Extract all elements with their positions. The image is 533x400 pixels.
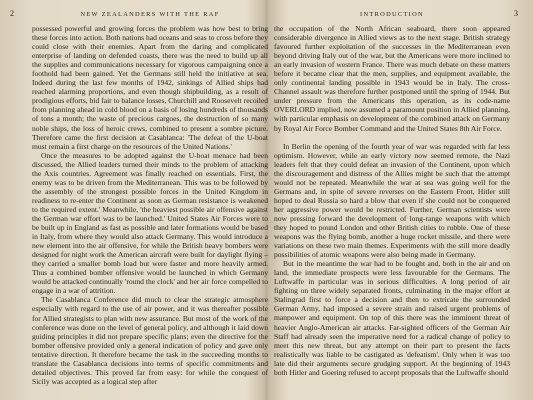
right-paragraph: But in the meantime the war had to be fought and, both in the air and on land, the immediate prospects were less favourable for the Germans. The Luftwaffe in particular was in serious difficulties. A long period of air fighting on three widely separated fronts, culminating in the major effort at Stalingrad first to force a decision and then to extricate the surrounded German Army, had imposed a severe strain and raised urgent problems of manpower and equipment. On top of this there was the imminent threat of heavier Anglo-American air attacks. Far-sighted officers of the German Air Staff had already seen the imperative need for a radical change of policy to meet this new threat, but any attempt on their part to present the facts realistically was liable to be castigated as 'defeatism'. Only when it was too late did their arguments secure grudging support. At the beginning of 1943 both Hitler and Goering refused to accept proposals that the Luftwaffe should — [274, 259, 510, 377]
right-header-title: INTRODUCTION — [360, 11, 424, 18]
left-paragraph: The Casablanca Conference did much to clear the strategic atmosphere especially with regard to the use of air power, and it was thereafter possible for Allied strategists to plan with new assurance. But most of the work of the conference was done on the level of general policy, and although it laid down guiding principles it did not prepare specific plans; even the directive for the bomber offensive provided only a general indication of policy and gave only tentative direction. It therefore became the task in the succeeding months to translate the Casablanca decisions into terms of specific commitments and detailed objectives. This proved far from easy: for while the conquest of Sicily was accepted as a logical step after — [32, 295, 268, 386]
left-page-number: 2 — [10, 9, 14, 18]
left-header-title: NEW ZEALANDERS WITH THE RAF — [80, 11, 220, 18]
right-page-number: 3 — [514, 9, 518, 18]
right-page — [274, 7, 518, 395]
right-paragraph: the occupation of the North African seaboard, there soon appeared considerable divergence in Allied views as to the next stage. British strategy favoured further exploitation of the successes in the Mediterranean even beyond driving Italy out of the war, but the Americans were more inclined to an early invasion of western France. There was much debate on these matters before it became clear that the men, supplies, and equipment available, the only continental landing possible in 1943 would be in Italy. The cross-Channel assault was therefore further postponed until the spring of 1944. But under pressure from the Americans this operation, as its code-name OVERLORD implied, now assumed a paramount position in Allied planning, with particular emphasis on development of the combined attack on Germany by Royal Air Force Bomber Command and the United States 8th Air Force. — [274, 24, 510, 133]
left-page — [10, 7, 268, 395]
left-paragraph: possessed powerful and growing forces the problem was how best to bring these forces into action. Both nations had oceans and seas to cross before they could close with their enemies. Apart from the daring and complicated enterprise of landing on defended coasts, there was the need to build up all the supplies and communications necessary for vigorous campaigning once a foothold had been gained. Yet the Germans still held the initiative at sea. Indeed during the last few months of 1942, sinkings of Allied ships had reached alarming proportions, and even though shipbuilding, as a result of prodigious efforts, bid fair to balance losses, Churchill and Roosevelt recoiled from planning ahead in cold blood on a basis of losing hundreds of thousands of tons a month; the waste of precious cargoes, the destruction of so many noble ships, the loss of heroic crews, combined to present a sombre picture. Therefore came the first decision at Casablanca: 'The defeat of the U-boat must remain a first charge on the resources of the United Nations.' — [32, 24, 268, 151]
left-body-text — [32, 24, 268, 386]
right-running-head — [274, 7, 518, 21]
left-running-head — [10, 7, 268, 21]
left-paragraph: Once the measures to be adopted against the U-boat menace had been discussed, the Allied leaders turned their minds to the problem of attacking the Axis countries. Agreement was finally reached on essentials. First, the enemy was to be driven from the Mediterranean. This was to be followed by the assembly of the strongest possible forces in the United Kingdom in readiness to re-enter the Continent as soon as German resistance is weakened to the required extent.' Meanwhile, 'the heaviest possible air offensive against the German war effort was to be launched.' United States Air Forces were to be built up in England as fast as possible and later formations would be based in Italy, from where they would also attack Germany. This would introduce a new element into the air offensive, for while the British heavy bombers were designed for night work the American aircraft were built for daylight flying – they carried a smaller bomb load but were faster and more heavily armed. Thus a combined bomber offensive would be launched in which Germany would be attacked continually 'round the clock' and her air force compelled to engage in a war of attrition. — [32, 150, 268, 296]
right-body-text — [274, 24, 510, 377]
right-paragraph: In Berlin the opening of the fourth year of war was regarded with far less optimism. However, while an early victory now seemed remote, the Nazi leaders felt that they could defeat an invasion of the Continent, upon which the discouragement and distress of the Allies might be such that the attempt would not be repeated. Meanwhile the war at sea was going well for the Germans and, in spite of severe reverses on the Eastern Front, Hitler still hoped to deal Russia so hard a blow that even if she could not be conquered her aggressive power would be restricted. Further, German scientists were now pressing forward the development of long-range weapons with which they hoped to pound London and other British cities to rubble. One of these weapons was the flying bomb, another a huge rocket missile, and there were variations on these two main themes. Experiments with the still more deadly possibilities of atomic weapons were also being made in Germany. — [274, 141, 510, 260]
